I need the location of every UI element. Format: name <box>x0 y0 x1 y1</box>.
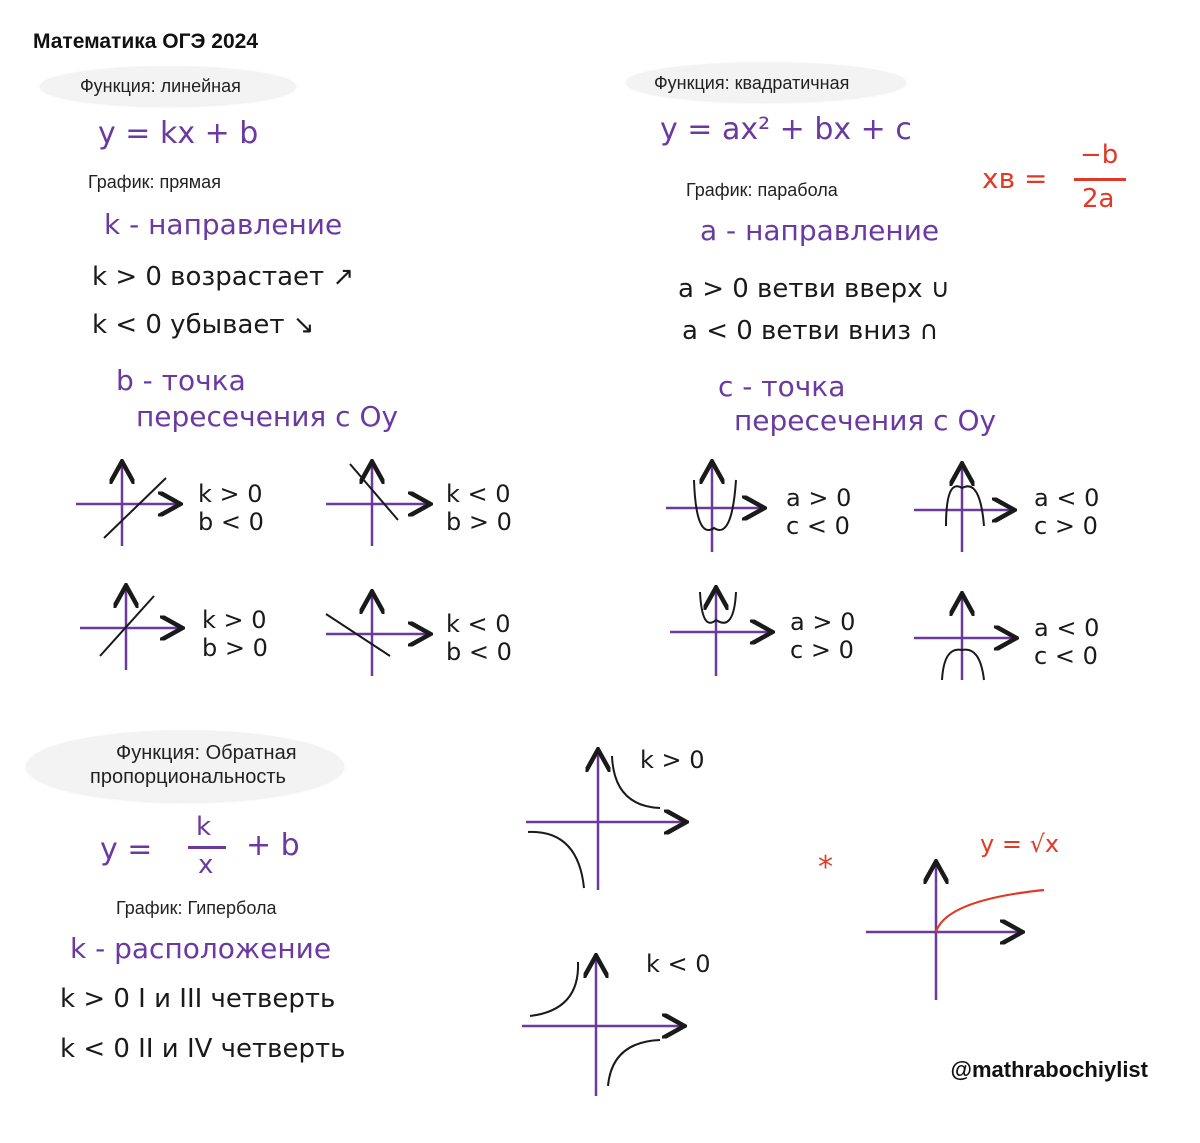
linear-case-1-b: b < 0 <box>198 508 264 536</box>
linear-case-2-b: b > 0 <box>446 508 512 536</box>
quadratic-formula: y = ax² + bx + c <box>660 112 912 147</box>
quadratic-a-negative: a < 0 ветви вниз ∩ <box>682 316 939 346</box>
linear-graph-label: График: прямая <box>88 172 221 192</box>
inverse-k-negative: k < 0 II и IV четверть <box>60 1034 346 1064</box>
quadratic-graph-label: График: парабола <box>686 180 838 200</box>
quadratic-a-meaning: a - направление <box>700 214 940 247</box>
quadratic-a-positive: a > 0 ветви вверх ∪ <box>678 274 950 304</box>
vertex-formula-left: xв = <box>982 162 1048 195</box>
quadratic-function-label: Функция: квадратичная <box>654 73 850 93</box>
linear-k-positive: k > 0 возрастает ↗ <box>92 262 355 292</box>
quadratic-graph-3 <box>670 590 770 676</box>
quadratic-case-1-c: c < 0 <box>786 512 850 540</box>
hyperbola-graph-negative <box>522 958 682 1096</box>
author-handle: @mathrabochiylist <box>950 1057 1148 1082</box>
linear-k-meaning: k - направление <box>104 208 343 241</box>
hyperbola-positive-label: k > 0 <box>640 746 705 774</box>
quadratic-case-4-c: c < 0 <box>1034 642 1098 670</box>
vertex-formula-numerator: −b <box>1080 140 1119 170</box>
quadratic-case-1-a: a > 0 <box>786 484 852 512</box>
quadratic-case-3-c: c > 0 <box>790 636 854 664</box>
linear-b-meaning-1: b - точка <box>116 364 246 397</box>
inverse-graph-label: График: Гипербола <box>116 898 277 918</box>
linear-b-meaning-2: пересечения с Oy <box>136 400 399 433</box>
quadratic-case-2-a: a < 0 <box>1034 484 1100 512</box>
star-mark: * <box>818 850 833 885</box>
inverse-formula-denominator: x <box>198 850 214 880</box>
sqrt-formula: y = √x <box>980 830 1060 858</box>
linear-case-3-k: k > 0 <box>202 606 267 634</box>
linear-graph-2 <box>326 464 428 546</box>
inverse-k-meaning: k - расположение <box>70 932 332 965</box>
quadratic-case-3-a: a > 0 <box>790 608 856 636</box>
linear-case-3-b: b > 0 <box>202 634 268 662</box>
hyperbola-graph-positive <box>526 752 684 890</box>
inverse-k-positive: k > 0 I и III четверть <box>60 984 336 1014</box>
quadratic-c-meaning-2: пересечения с Oy <box>734 404 997 437</box>
linear-case-4-k: k < 0 <box>446 610 511 638</box>
linear-formula: y = kx + b <box>98 116 259 151</box>
linear-function-label: Функция: линейная <box>80 76 241 96</box>
quadratic-graph-1 <box>666 464 762 552</box>
linear-graph-1 <box>76 464 178 546</box>
hyperbola-negative-label: k < 0 <box>646 950 711 978</box>
inverse-function-label-1: Функция: Обратная <box>116 742 297 764</box>
quadratic-graph-4 <box>914 596 1014 680</box>
inverse-function-label-2: пропорциональность <box>90 766 286 788</box>
inverse-formula-y: y = <box>100 832 153 867</box>
linear-graph-3 <box>80 588 180 670</box>
linear-graph-4 <box>326 594 428 676</box>
vertex-formula-denominator: 2a <box>1082 184 1115 214</box>
page-title: Математика ОГЭ 2024 <box>33 30 259 53</box>
quadratic-graph-2 <box>914 466 1012 552</box>
linear-k-negative: k < 0 убывает ↘ <box>92 310 315 340</box>
quadratic-c-meaning-1: c - точка <box>718 370 846 403</box>
linear-case-1-k: k > 0 <box>198 480 263 508</box>
sqrt-graph <box>866 864 1044 1000</box>
quadratic-case-4-a: a < 0 <box>1034 614 1100 642</box>
inverse-formula-numerator: k <box>196 812 212 842</box>
linear-case-4-b: b < 0 <box>446 638 512 666</box>
inverse-formula-tail: + b <box>246 828 300 863</box>
quadratic-case-2-c: c > 0 <box>1034 512 1098 540</box>
linear-case-2-k: k < 0 <box>446 480 511 508</box>
